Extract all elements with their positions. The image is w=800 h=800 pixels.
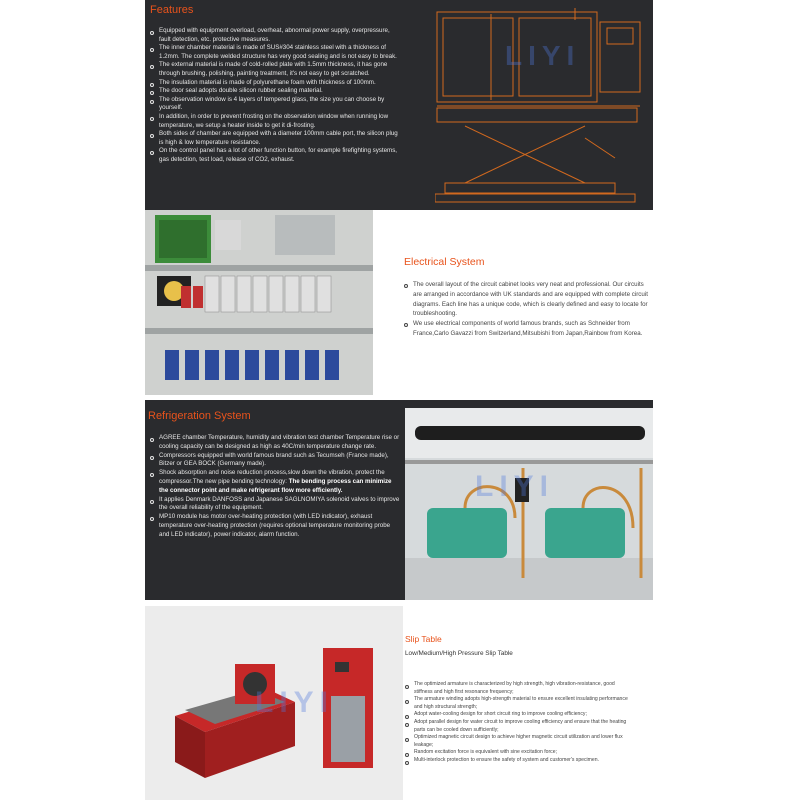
list-item: Both sides of chamber are equipped with a diameter 100mm cable port, the silicon plug is high & low temperature resistance. (150, 130, 400, 147)
list-item: The door seal adopts double silicon rubber sealing material. (150, 87, 400, 96)
features-section (145, 0, 653, 210)
electrical-section (145, 210, 653, 395)
list-item: The inner chamber material is made of SUS#304 stainless steel with a thickness of 1.2mm. The complete welded structure has very good sealing and is not easy to break. (150, 44, 400, 61)
list-item: The external material is made of cold-rolled plate with 1.5mm thickness, it has gone through brushing, polishing, painting treatment, it's not easy to get scratched. (150, 61, 400, 78)
electrical-title: Electrical System (404, 256, 485, 268)
refrigeration-list (150, 434, 400, 540)
list-item: The insulation material is made of polyurethane foam with thickness of 100mm. (150, 79, 400, 88)
circuit-cabinet-photo (145, 210, 373, 395)
list-item: Compressors equipped with world famous brand such as Tecumseh (France made), Bitzer or GEA BOCK (Germany made). (150, 452, 400, 470)
list-item-text: Shock absorption and noise reduction process,slow down the vibration, protect the compressor.The new pipe bending technology: (159, 469, 385, 485)
slip-table-section (145, 606, 653, 800)
list-item: MP10 module has motor over-heating protection (with LED indicator), exhaust temperature over-heating protection (requires optional temperature monitoring probe and LED indicator), power indicator, alarm function. (150, 513, 400, 539)
refrigeration-title: Refrigeration System (148, 410, 251, 422)
refrigeration-section (145, 400, 653, 600)
list-item: The observation window is 4 layers of tempered glass, the size you can choose by yourself. (150, 96, 400, 113)
features-list (150, 27, 400, 165)
compressor-photo (405, 408, 653, 600)
list-item: We use electrical components of world famous brands, such as Schneider from France,Carlo Gavazzi from Switzerland,Mitsubishi from Japan,Rainbow from Korea. (404, 319, 652, 339)
features-title: Features (150, 4, 194, 16)
slip-table-list (405, 681, 633, 765)
list-item: Equipped with equipment overload, overheat, abnormal power supply, overpressure, fault detection, etc. protective measures. (150, 27, 400, 44)
list-item: Adopt water-cooling design for short circuit ring to improve cooling efficiency; (405, 711, 633, 719)
list-item: The optimized armature is characterized by high strength, high vibration-resistance, good stiffness and high first resonance frequency; (405, 681, 633, 696)
list-item: Random excitation force is equivalent with sine excitation force; (405, 749, 633, 757)
watermark: LIYI (475, 470, 555, 503)
list-item: AGREE chamber Temperature, humidity and vibration test chamber Temperature rise or cooling capacity can be designed as high as 40C/min temperature change rate. (150, 434, 400, 452)
slip-table-title: Slip Table (405, 634, 442, 644)
list-item (150, 469, 400, 495)
watermark: LIYI (255, 686, 335, 719)
list-item: The overall layout of the circuit cabinet looks very neat and professional. Our circuits are arranged in accordance with UK standards and are equipped with complete circuit diagrams. Each line has a unique code, which is clearly defined and easy to locate for troubleshooting. (404, 280, 652, 319)
list-item: In addition, in order to prevent frosting on the observation window when running low temperature, we setup a heater inside to get it di-frosting. (150, 113, 400, 130)
list-item: Multi-interlock protection to ensure the safety of system and customer's specimen. (405, 757, 633, 765)
list-item: The armature winding adopts high-strength material to ensure excellent insulating performance and high structural strength; (405, 696, 633, 711)
list-item: It applies Denmark DANFOSS and Japanese SAGLNOMIYA solenoid valves to improve the overall reliability of the equipment. (150, 496, 400, 514)
list-item: Optimized magnetic circuit design to achieve higher magnetic circuit utilization and lower flux leakage; (405, 734, 633, 749)
chamber-drawing (435, 8, 645, 204)
slip-table-subtitle: Low/Medium/High Pressure Slip Table (405, 650, 513, 657)
list-item: Adopt parallel design for water circuit to improve cooling efficiency and ensure that the heating parts can be cooled down sufficiently; (405, 719, 633, 734)
electrical-list (404, 280, 652, 339)
list-item: On the control panel has a lot of other function button, for example firefighting systems, gas detection, test load, release of CO2, exhaust. (150, 147, 400, 164)
watermark: LIYI (505, 40, 581, 71)
list-item-highlight: The bending process can minimize the connector point and make refrigerant flow more efficiently. (159, 477, 392, 494)
